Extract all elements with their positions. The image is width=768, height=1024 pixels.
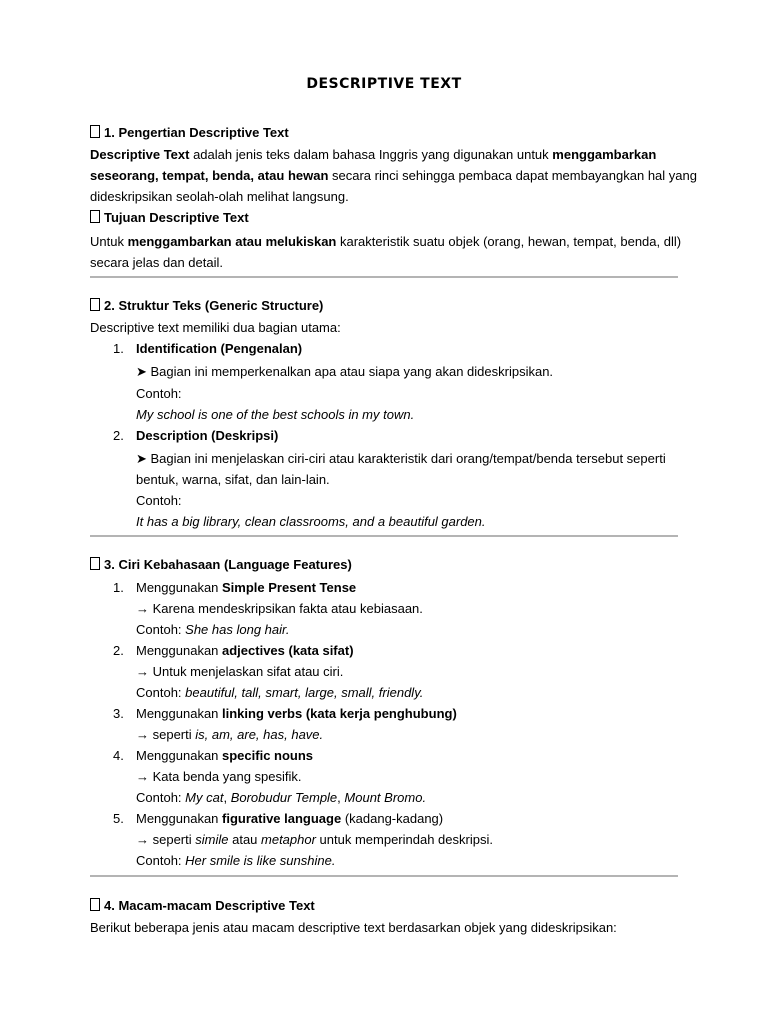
section-1-paragraph-line-1: Descriptive Text adalah jenis teks dalam bahasa Inggris yang digunakan untuk menggambarkan bbox=[90, 147, 657, 162]
feature-example: Contoh: My cat, Borobudur Temple, Mount Bromo. bbox=[136, 790, 427, 805]
list-number: 5. bbox=[113, 811, 124, 826]
section-2-heading: 2. Struktur Teks (Generic Structure) bbox=[90, 295, 680, 316]
feature-item: Menggunakan Simple Present Tense bbox=[136, 580, 357, 595]
section-2-intro: Descriptive text memiliki dua bagian utama: bbox=[90, 320, 341, 335]
divider bbox=[90, 276, 678, 278]
example-text: My school is one of the best schools in my town. bbox=[136, 407, 415, 422]
list-number: 1. bbox=[113, 580, 124, 595]
feature-note: → Karena mendeskripsikan fakta atau kebiasaan. bbox=[136, 601, 423, 616]
feature-item: Menggunakan linking verbs (kata kerja penghubung) bbox=[136, 706, 457, 721]
section-1-paragraph-line-3: dideskripsikan seolah-olah melihat langsung. bbox=[90, 189, 349, 204]
list-number: 3. bbox=[113, 706, 124, 721]
feature-example: Contoh: She has long hair. bbox=[136, 622, 290, 637]
section-4-intro: Berikut beberapa jenis atau macam descriptive text berdasarkan objek yang dideskripsikan: bbox=[90, 920, 617, 935]
feature-item: Menggunakan adjectives (kata sifat) bbox=[136, 643, 354, 658]
contoh-label: Contoh: bbox=[136, 386, 182, 401]
section-4-heading: 4. Macam-macam Descriptive Text bbox=[90, 895, 680, 916]
document-title: DESCRIPTIVE TEXT bbox=[306, 76, 462, 92]
list-number: 2. bbox=[113, 428, 124, 443]
feature-item: Menggunakan specific nouns bbox=[136, 748, 314, 763]
section-1-subheading: Tujuan Descriptive Text bbox=[90, 207, 680, 228]
list-item-description: ➤ Bagian ini menjelaskan ciri-ciri atau karakteristik dari orang/tempat/benda tersebut seperti bbox=[136, 451, 666, 466]
list-item-description: ➤ Bagian ini memperkenalkan apa atau siapa yang akan dideskripsikan. bbox=[136, 364, 554, 379]
list-number: 2. bbox=[113, 643, 124, 658]
list-item-title: Description (Deskripsi) bbox=[136, 428, 279, 443]
section-1-paragraph-line-2: seseorang, tempat, benda, atau hewan secara rinci sehingga pembaca dapat membayangkan hal yang bbox=[90, 168, 697, 183]
feature-note: → Untuk menjelaskan sifat atau ciri. bbox=[136, 664, 344, 679]
section-1-purpose-line-2: secara jelas dan detail. bbox=[90, 255, 223, 270]
feature-note: → Kata benda yang spesifik. bbox=[136, 769, 302, 784]
feature-note: → seperti is, am, are, has, have. bbox=[136, 727, 324, 742]
list-item-title: Identification (Pengenalan) bbox=[136, 341, 303, 356]
list-number: 1. bbox=[113, 341, 124, 356]
divider bbox=[90, 875, 678, 877]
feature-note: → seperti simile atau metaphor untuk memperindah deskripsi. bbox=[136, 832, 493, 847]
checkbox-glyph-icon bbox=[90, 898, 100, 911]
example-text: It has a big library, clean classrooms, and a beautiful garden. bbox=[136, 514, 486, 529]
checkbox-glyph-icon bbox=[90, 125, 100, 138]
checkbox-glyph-icon bbox=[90, 557, 100, 570]
section-3-heading: 3. Ciri Kebahasaan (Language Features) bbox=[90, 554, 680, 575]
section-1-heading: 1. Pengertian Descriptive Text bbox=[90, 122, 680, 143]
section-1-purpose-line-1: Untuk menggambarkan atau melukiskan karakteristik suatu objek (orang, hewan, tempat, benda, dll) bbox=[90, 234, 682, 249]
divider bbox=[90, 535, 678, 537]
list-item-description: bentuk, warna, sifat, dan lain-lain. bbox=[136, 472, 330, 487]
contoh-label: Contoh: bbox=[136, 493, 182, 508]
feature-example: Contoh: beautiful, tall, smart, large, small, friendly. bbox=[136, 685, 424, 700]
checkbox-glyph-icon bbox=[90, 210, 100, 223]
feature-example: Contoh: Her smile is like sunshine. bbox=[136, 853, 336, 868]
feature-item: Menggunakan figurative language (kadang-kadang) bbox=[136, 811, 444, 826]
checkbox-glyph-icon bbox=[90, 298, 100, 311]
list-number: 4. bbox=[113, 748, 124, 763]
